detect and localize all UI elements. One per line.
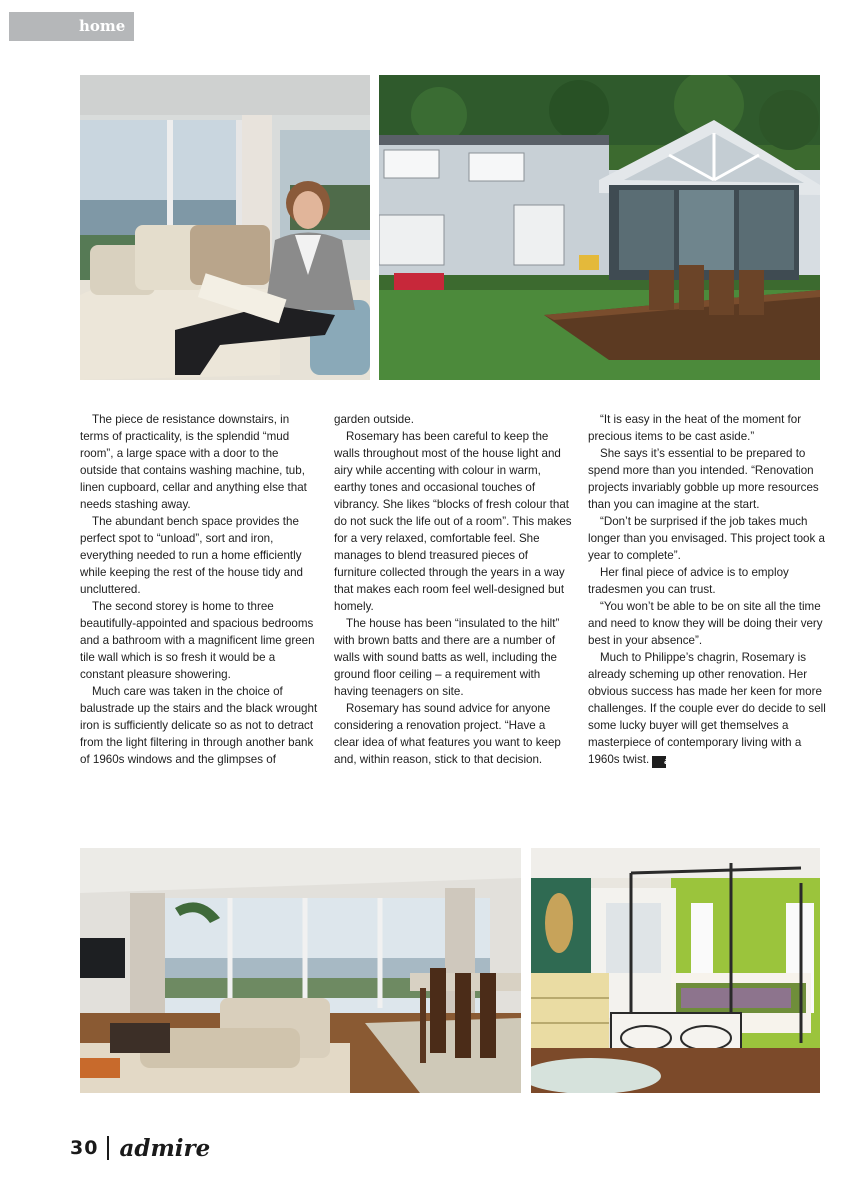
paragraph: The piece de resistance downstairs, in terms of practicality, is the splendid “mud room”, a large space with a door to the outside that contains washing machine, tub, linen cupboard, cellar and anything else that needs stashing away. [80,413,307,511]
article-column-3 [588,411,826,768]
paragraph: The house has been “insulated to the hilt” with brown batts and there are a number of walls with sound batts as well, including the ground floor ceiling – a requirement with having teenagers on site. [334,617,560,698]
paragraph-final [588,649,826,768]
photo-living-room [80,848,521,1093]
article-column-2 [334,411,572,768]
end-mark-icon: a [652,756,666,768]
paragraph: Rosemary has sound advice for anyone considering a renovation project. “Have a clear idea of what features you want to keep and, within reason, stick to that decision. [334,702,561,766]
paragraph: Her final piece of advice is to employ tradesmen you can trust. [588,566,789,596]
paragraph-text: Much to Philippe’s chagrin, Rosemary is already scheming up other renovation. Her obvious success has made her keen for more challenges. If the couple ever do decide to sell some lucky buyer will get themselves a masterpiece of contemporary living with a 1960s twist. [588,651,826,766]
paragraph: “You won’t be able to be on site all the time and need to know they will be doing their very best in your absence”. [588,600,823,647]
photo-woman-reading [80,75,370,380]
photo-bedroom [531,848,820,1093]
photo-house-exterior [379,75,820,380]
page-footer [70,1130,210,1166]
paragraph: The abundant bench space provides the perfect spot to “unload”, sort and iron, everything needed to run a home efficiently while keeping the rest of the house tidy and uncluttered. [80,515,304,596]
paragraph: The second storey is home to three beautifully-appointed and spacious bedrooms and a bathroom with a magnificent lime green tile wall which is so fresh it would be a constant pleasure showering. [80,600,315,681]
paragraph: garden outside. [334,413,414,426]
paragraph: Much care was taken in the choice of balustrade up the stairs and the black wrought iron is sufficiently delicate so as not to detract from the light filtering in through another bank of 1960s windows and the glimpses of [80,685,318,766]
paragraph: Rosemary has been careful to keep the walls throughout most of the house light and airy while accenting with colour in warm, earthy tones and occasional touches of vibrancy. She likes “blocks of fresh colour that do not suck the life out of a room”. This makes for a very relaxed, comfortable feel. She manages to blend treasured pieces of furniture collected through the years in a way that makes each room feel well-designed but homely. [334,430,572,613]
article-column-1 [80,411,318,768]
paragraph: She says it’s essential to be prepared to spend more than you intended. “Renovation projects invariably gobble up more resources than you can imagine at the start. [588,447,819,511]
section-label: home [79,17,126,35]
footer-divider [107,1136,109,1160]
paragraph: “Don’t be surprised if the job takes much longer than you envisaged. This project took a year to complete”. [588,515,825,562]
page-number: 30 [70,1137,99,1159]
magazine-logo: admire [119,1134,211,1162]
paragraph: “It is easy in the heat of the moment for precious items to be cast aside.” [588,413,802,443]
section-tag [9,12,134,41]
